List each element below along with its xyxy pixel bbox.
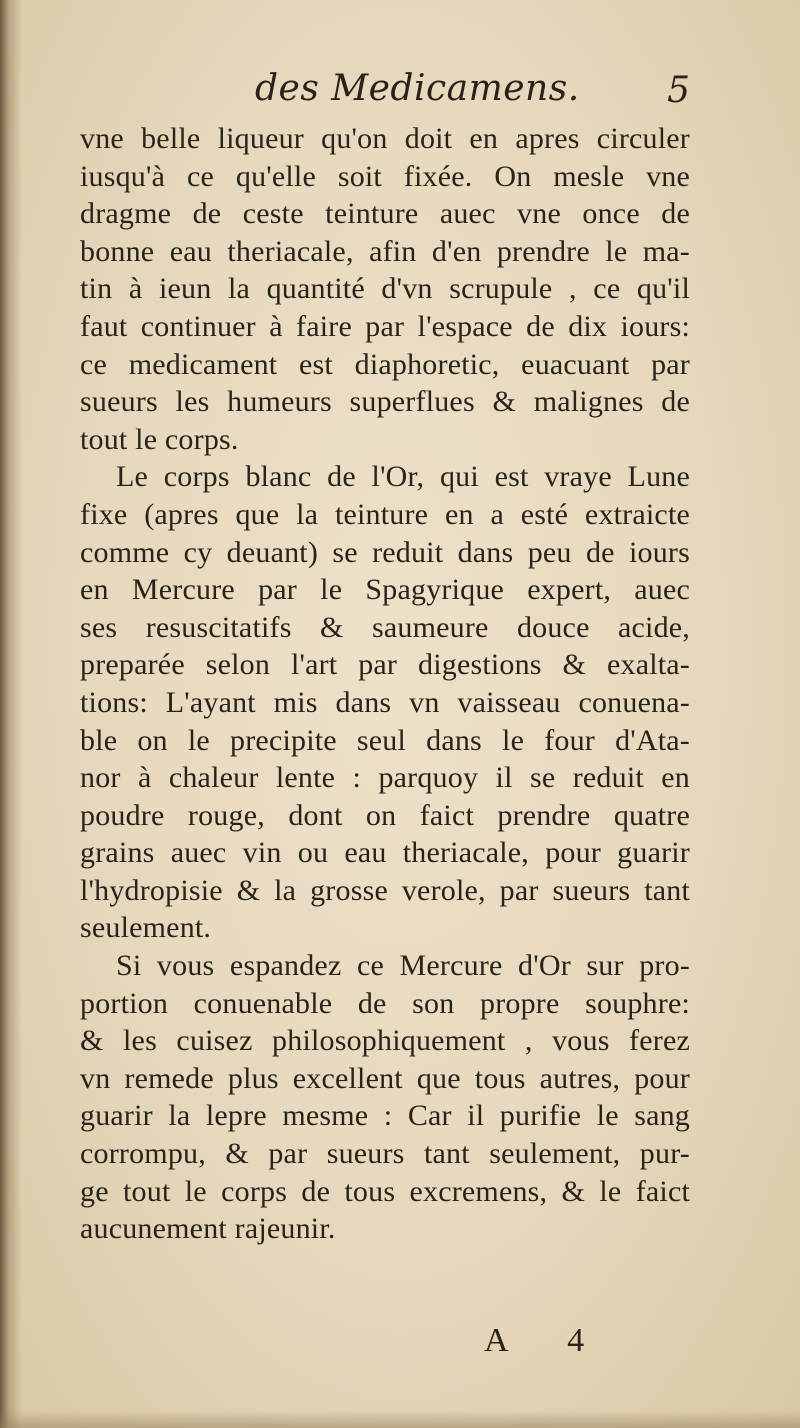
text-line: fixe (apres que la teinture en a esté extraicte (80, 497, 690, 531)
text-line: corrompu, & par sueurs tant seulement, pur- (80, 1137, 690, 1171)
text-line: iusqu'à ce qu'elle soit fixée. On mesle vne (80, 159, 690, 193)
text-line: poudre rouge, dont on faict prendre quatre (80, 798, 690, 832)
text-line: sueurs les humeurs superflues & malignes de (80, 385, 690, 419)
text-line: preparée selon l'art par digestions & exalta- (80, 648, 690, 682)
text-line: vne belle liqueur qu'on doit en apres circuler (80, 122, 690, 155)
page-bottom-edge (0, 1410, 800, 1428)
paragraph-1 (80, 120, 690, 458)
text-line: bonne eau theriacale, afin d'en prendre le ma- (80, 234, 690, 268)
text-line: Si vous espandez ce Mercure d'Or sur pro- (116, 949, 690, 983)
body-text (80, 120, 690, 1248)
text-line: Le corps blanc de l'Or, qui est vraye Lune (116, 460, 690, 494)
binding-shadow (0, 0, 22, 1428)
text-line: & les cuisez philosophiquement , vous ferez (80, 1024, 690, 1058)
text-line: guarir la lepre mesme : Car il purifie le sang (80, 1099, 690, 1133)
text-line: nor à chaleur lente : parquoy il se reduit en (80, 761, 690, 795)
text-line: vn remede plus excellent que tous autres, pour (80, 1061, 690, 1095)
text-line: comme cy deuant) se reduit dans peu de iours (80, 535, 690, 569)
text-line: dragme de ceste teinture auec vne once de (80, 197, 690, 231)
text-line: portion conuenable de son propre souphre: (80, 986, 690, 1020)
text-line: l'hydropisie & la grosse verole, par sueurs tant (80, 873, 690, 907)
text-line: ble on le precipite seul dans le four d'Ata- (80, 723, 690, 757)
text-line: tions: L'ayant mis dans vn vaisseau conuena- (80, 685, 690, 719)
text-line: grains auec vin ou eau theriacale, pour guarir (80, 836, 690, 870)
paragraph-3 (80, 947, 690, 1248)
paragraph-2 (80, 458, 690, 947)
text-line: tout le corps. (80, 422, 239, 456)
page-number: 5 (667, 70, 690, 111)
text-line: seulement. (80, 911, 212, 945)
text-line: tin à ieun la quantité d'vn scrupule , ce qu'il (80, 272, 690, 306)
text-line: ses resuscitatifs & saumeure douce acide, (80, 610, 690, 644)
text-line: aucunement rajeunir. (80, 1212, 336, 1246)
running-title: des Medicamens. (255, 68, 580, 109)
text-line: ge tout le corps de tous excremens, & le faict (80, 1174, 690, 1208)
text-line: en Mercure par le Spagyrique expert, auec (80, 573, 690, 607)
text-line: ce medicament est diaphoretic, euacuant par (80, 347, 690, 381)
signature-mark: A 4 (484, 1322, 611, 1359)
page-header (80, 68, 690, 118)
text-line: faut continuer à faire par l'espace de dix iours: (80, 309, 690, 343)
